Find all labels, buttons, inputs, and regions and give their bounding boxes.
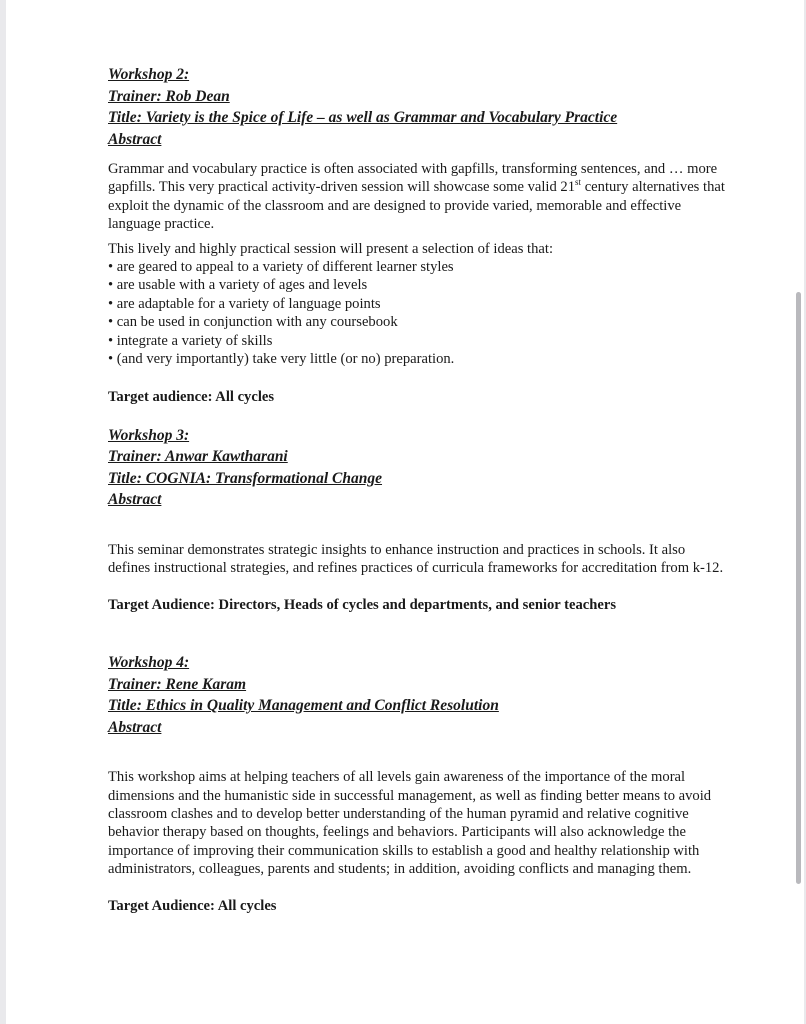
list-item: • integrate a variety of skills [108,332,728,350]
workshop-4-heading: Workshop 4: [108,654,190,672]
workshop-4-abstract-label: Abstract [108,718,162,736]
workshop-3-heading: Workshop 3: [108,426,190,444]
workshop-3-section [108,425,728,614]
workshop-2-target-audience: Target audience: All cycles [108,389,275,406]
workshop-3-target-audience: Target Audience: Directors, Heads of cycles and departments, and senior teachers [108,596,617,613]
document-page [6,0,804,1024]
list-item: • (and very importantly) take very little (or no) preparation. [108,350,728,368]
workshop-2-abstract-label: Abstract [108,130,162,148]
page-content [108,64,728,915]
list-item: • are geared to appeal to a variety of different learner styles [108,258,728,276]
workshop-4-trainer: Trainer: Rene Karam [108,675,247,693]
workshop-4-section [108,652,728,915]
list-item: • are adaptable for a variety of language points [108,295,728,313]
workshop-2-bullet-list [108,258,728,368]
workshop-2-paragraph-1-text-b: century alternatives that exploit the dynamic of the classroom and are designed to provide varied, memorable and effective language practice. [108,179,725,233]
workshop-2-trainer: Trainer: Rob Dean [108,87,230,105]
workshop-3-abstract-paragraph: This seminar demonstrates strategic insights to enhance instruction and practices in schools. It also defines instructional strategies, and refines practices of curricula frameworks for accreditation from k-12. [108,541,724,577]
workshop-2-heading: Workshop 2: [108,66,190,83]
workshop-2-section [108,64,728,407]
ordinal-suffix: st [575,177,582,188]
list-item: • can be used in conjunction with any coursebook [108,313,728,331]
workshop-3-title: Title: COGNIA: Transformational Change [108,469,383,487]
workshop-4-target-audience: Target Audience: All cycles [108,897,277,914]
workshop-4-title: Title: Ethics in Quality Management and Conflict Resolution [108,697,499,715]
workshop-2-title: Title: Variety is the Spice of Life – as well as Grammar and Vocabulary Practice [108,109,618,126]
workshop-3-trainer: Trainer: Anwar Kawtharani [108,448,288,466]
workshop-2-abstract-paragraph-1 [108,160,728,234]
workshop-4-abstract-paragraph: This workshop aims at helping teachers of all levels gain awareness of the importance of the moral dimensions and the humanistic side in successful management, as well as finding better means to avoid classroom clashes and to develop better understanding of the human pyramid and relative cognitive behavior therapy based on thoughts, feelings and behaviors. Participants will also acknowledge the importance of improving their communication skills to establish a good and healthy relationship with administrators, colleagues, parents and students; in addition, avoiding conflicts and managing them. [108,769,712,878]
list-item: • are usable with a variety of ages and levels [108,276,728,294]
vertical-scrollbar[interactable] [796,292,801,884]
workshop-3-abstract-label: Abstract [108,491,162,509]
workshop-2-paragraph-1-text-a: Grammar and vocabulary practice is often associated with gapfills, transforming sentences, and … more gapfills. This very practical activity-driven session will showcase some valid 21 [108,161,718,196]
workshop-2-abstract-paragraph-2: This lively and highly practical session will present a selection of ideas that: [108,240,553,257]
